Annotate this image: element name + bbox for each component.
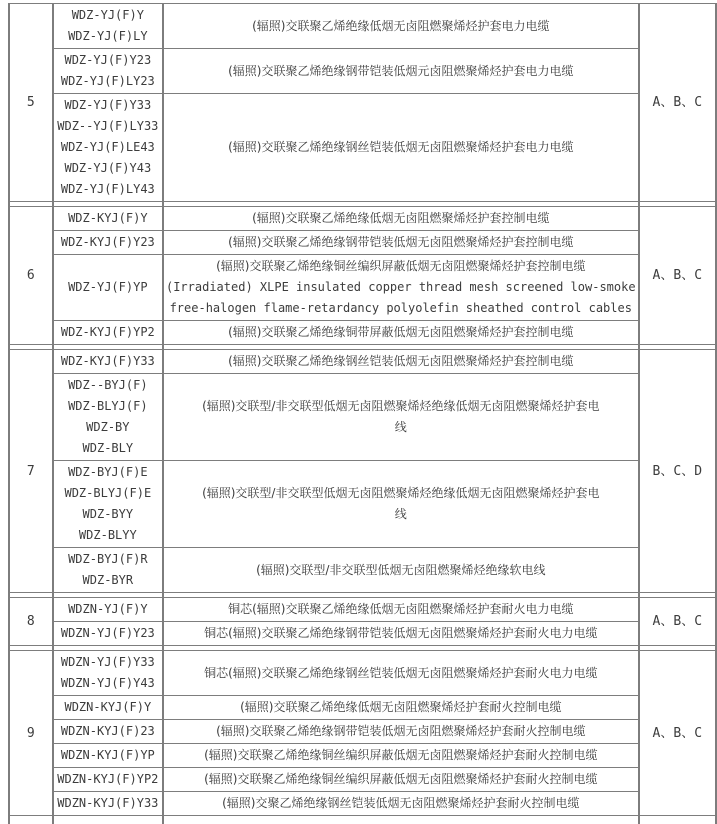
table-row xyxy=(9,744,716,768)
model-code: WDZN-KYJ(F)Y33 xyxy=(56,793,160,814)
category-cell: A、B、C xyxy=(639,651,716,816)
description-line: 铜芯(辐照)交联聚乙烯绝缘低烟无卤阻燃聚烯烃护套耐火电力电缆 xyxy=(166,599,636,620)
category-cell: A、B、C xyxy=(639,4,716,202)
section-number-cell: 6 xyxy=(9,207,53,345)
model-code: WDZ-YJ(F)Y43 xyxy=(56,158,160,179)
section-divider-cell xyxy=(163,816,639,824)
description-cell xyxy=(163,94,639,202)
model-code-cell xyxy=(53,374,163,461)
description-line: (辐照)交联型/非交联型低烟无卤阻燃聚烯烃绝缘低烟无卤阻燃聚烯烃护套电 xyxy=(166,396,636,417)
table-row xyxy=(9,548,716,593)
table-row xyxy=(9,4,716,49)
model-code: WDZ-BYJ(F)R xyxy=(56,549,160,570)
model-code-cell xyxy=(53,792,163,816)
description-line: (辐照)交联聚乙烯绝缘铜带屏蔽低烟无卤阻燃聚烯烃护套控制电缆 xyxy=(166,322,636,343)
model-code-cell xyxy=(53,696,163,720)
section-number-cell: 7 xyxy=(9,350,53,593)
description-line: 线 xyxy=(166,417,636,438)
description-cell xyxy=(163,792,639,816)
table-row xyxy=(9,622,716,646)
description-line: (辐照)交联型/非交联型低烟无卤阻燃聚烯烃绝缘软电线 xyxy=(166,560,636,581)
model-code: WDZ-YJ(F)Y xyxy=(56,5,160,26)
model-code: WDZ-KYJ(F)Y23 xyxy=(56,232,160,253)
model-code-cell xyxy=(53,461,163,548)
model-code: WDZ-BLYJ(F) xyxy=(56,396,160,417)
model-code: WDZ-YJ(F)Y33 xyxy=(56,95,160,116)
description-cell xyxy=(163,350,639,374)
description-line: free-halogen flame-retardancy polyolefin sheathed control cables xyxy=(166,298,636,319)
model-code: WDZ-BLYY xyxy=(56,525,160,546)
table-row xyxy=(9,94,716,202)
description-cell xyxy=(163,720,639,744)
table-row xyxy=(9,207,716,231)
description-cell xyxy=(163,49,639,94)
description-line: (辐照)交联聚乙烯绝缘低烟无卤阻燃聚烯烃护套电力电缆 xyxy=(166,16,636,37)
model-code: WDZ-BYY xyxy=(56,504,160,525)
model-code: WDZ-YJ(F)YP xyxy=(56,277,160,298)
description-line: (辐照)交联聚乙烯绝缘钢丝铠装低烟无卤阻燃聚烯烃护套控制电缆 xyxy=(166,351,636,372)
model-code: WDZ-YJ(F)LY xyxy=(56,26,160,47)
category-cell: A、B、C xyxy=(639,207,716,345)
model-code-cell xyxy=(53,744,163,768)
model-code: WDZN-KYJ(F)23 xyxy=(56,721,160,742)
table-row xyxy=(9,598,716,622)
description-line: (辐照)交联聚乙烯绝缘钢带铠装低烟无卤阻燃聚烯烃护套耐火控制电缆 xyxy=(166,721,636,742)
table-row xyxy=(9,696,716,720)
model-code-cell xyxy=(53,94,163,202)
section-number-cell: 9 xyxy=(9,651,53,816)
model-code: WDZ-BYR xyxy=(56,570,160,591)
description-line: (辐照)交联聚乙烯绝缘钢丝铠装低烟无卤阻燃聚烯烃护套电力电缆 xyxy=(166,137,636,158)
model-code: WDZ-BY xyxy=(56,417,160,438)
description-cell xyxy=(163,255,639,321)
description-cell xyxy=(163,651,639,696)
model-code: WDZ-YJ(F)Y23 xyxy=(56,50,160,71)
description-line: (辐照)交联聚乙烯绝缘铜丝编织屏蔽低烟无卤阻燃聚烯烃护套控制电缆 xyxy=(166,256,636,277)
description-line: (辐照)交联聚乙烯绝缘低烟无卤阻燃聚烯烃护套耐火控制电缆 xyxy=(166,697,636,718)
table-row xyxy=(9,49,716,94)
table-row xyxy=(9,792,716,816)
description-cell xyxy=(163,622,639,646)
model-code: WDZ-BLYJ(F)E xyxy=(56,483,160,504)
model-code-cell xyxy=(53,651,163,696)
model-code-cell xyxy=(53,598,163,622)
cable-model-table xyxy=(8,3,717,824)
model-code-cell xyxy=(53,207,163,231)
table-row xyxy=(9,651,716,696)
description-line: 铜芯(辐照)交联聚乙烯绝缘钢带铠装低烟无卤阻燃聚烯烃护套耐火电力电缆 xyxy=(166,623,636,644)
description-cell xyxy=(163,744,639,768)
category-cell: A、B、C xyxy=(639,598,716,646)
model-code: WDZ-BLY xyxy=(56,438,160,459)
description-cell xyxy=(163,461,639,548)
model-code-cell xyxy=(53,768,163,792)
description-cell xyxy=(163,231,639,255)
description-line: (辐照)交联型/非交联型低烟无卤阻燃聚烯烃绝缘低烟无卤阻燃聚烯烃护套电 xyxy=(166,483,636,504)
model-code-cell xyxy=(53,350,163,374)
table-row xyxy=(9,321,716,345)
section-divider-cell xyxy=(639,816,716,824)
section-number-cell: 8 xyxy=(9,598,53,646)
model-code-cell xyxy=(53,49,163,94)
section-divider-row xyxy=(9,816,716,824)
model-code-cell xyxy=(53,321,163,345)
model-code: WDZ-BYJ(F)E xyxy=(56,462,160,483)
model-code-cell xyxy=(53,255,163,321)
table-row xyxy=(9,720,716,744)
description-cell xyxy=(163,374,639,461)
description-line: (Irradiated) XLPE insulated copper thread mesh screened low-smoke xyxy=(166,277,636,298)
description-line: (辐照)交联聚乙烯绝缘低烟无卤阻燃聚烯烃护套控制电缆 xyxy=(166,208,636,229)
model-code: WDZ-YJ(F)LY43 xyxy=(56,179,160,200)
section-divider-cell xyxy=(53,816,163,824)
table-row xyxy=(9,768,716,792)
model-code: WDZN-YJ(F)Y43 xyxy=(56,673,160,694)
description-line: (辐照)交聚乙烯绝缘钢丝铠装低烟无卤阻燃聚烯烃护套耐火控制电缆 xyxy=(166,793,636,814)
model-code-cell xyxy=(53,548,163,593)
description-line: (辐照)交联聚乙烯绝缘铜丝编织屏蔽低烟无卤阻燃聚烯烃护套耐火控制电缆 xyxy=(166,769,636,790)
model-code-cell xyxy=(53,720,163,744)
description-cell xyxy=(163,321,639,345)
description-cell xyxy=(163,768,639,792)
model-code: WDZ-KYJ(F)Y xyxy=(56,208,160,229)
description-line: (辐照)交联聚乙烯绝缘铜丝编织屏蔽低烟无卤阻燃聚烯烃护套耐火控制电缆 xyxy=(166,745,636,766)
section-number-cell: 5 xyxy=(9,4,53,202)
description-line: (辐照)交联聚乙烯绝缘钢带铠装低烟无卤阻燃聚烯烃护套控制电缆 xyxy=(166,232,636,253)
model-code: WDZ--BYJ(F) xyxy=(56,375,160,396)
description-line: (辐照)交联聚乙烯绝缘钢带铠装低烟元卤阻燃聚烯烃护套电力电缆 xyxy=(166,61,636,82)
model-code-cell xyxy=(53,4,163,49)
model-code: WDZ-YJ(F)LY23 xyxy=(56,71,160,92)
model-code: WDZN-KYJ(F)Y xyxy=(56,697,160,718)
table-row xyxy=(9,255,716,321)
model-code: WDZ-YJ(F)LE43 xyxy=(56,137,160,158)
model-code: WDZN-KYJ(F)YP2 xyxy=(56,769,160,790)
description-cell xyxy=(163,207,639,231)
description-cell xyxy=(163,548,639,593)
table-row xyxy=(9,374,716,461)
description-cell xyxy=(163,598,639,622)
model-code-cell xyxy=(53,622,163,646)
model-code: WDZN-KYJ(F)YP xyxy=(56,745,160,766)
table-row xyxy=(9,350,716,374)
model-code: WDZ-KYJ(F)YP2 xyxy=(56,322,160,343)
table-row xyxy=(9,461,716,548)
category-cell: B、C、D xyxy=(639,350,716,593)
model-code-cell xyxy=(53,231,163,255)
description-line: 线 xyxy=(166,504,636,525)
model-code: WDZN-YJ(F)Y33 xyxy=(56,652,160,673)
description-line: 铜芯(辐照)交联聚乙烯绝缘钢丝铠装低烟无卤阻燃聚烯烃护套耐火电力电缆 xyxy=(166,663,636,684)
description-cell xyxy=(163,4,639,49)
model-code: WDZN-YJ(F)Y xyxy=(56,599,160,620)
model-code: WDZN-YJ(F)Y23 xyxy=(56,623,160,644)
description-cell xyxy=(163,696,639,720)
table-row xyxy=(9,231,716,255)
model-code: WDZ-KYJ(F)Y33 xyxy=(56,351,160,372)
model-code: WDZ--YJ(F)LY33 xyxy=(56,116,160,137)
section-divider-cell xyxy=(9,816,53,824)
